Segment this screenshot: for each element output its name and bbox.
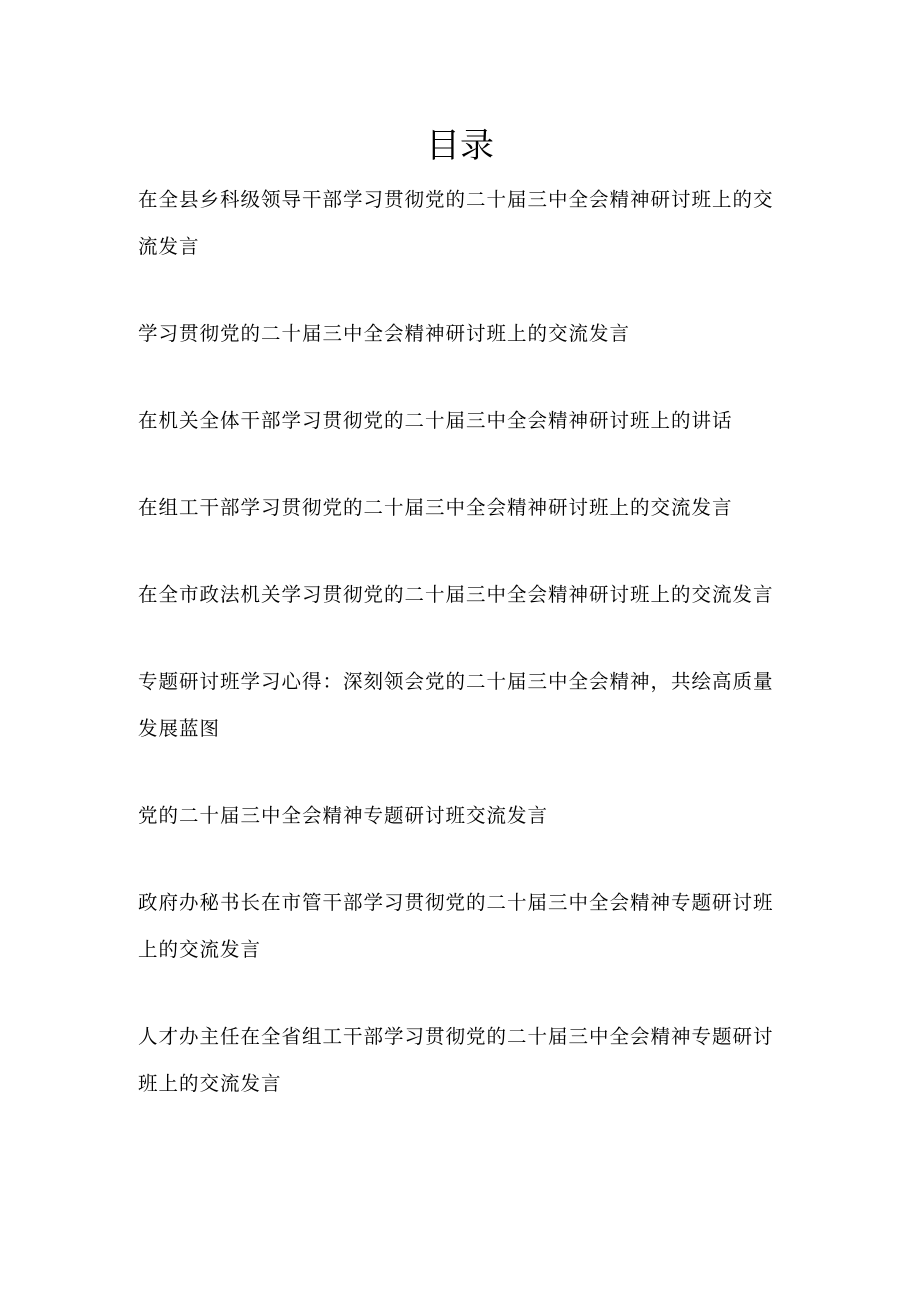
toc-entry-4[interactable]: 在组工干部学习贯彻党的二十届三中全会精神研讨班上的交流发言 — [138, 496, 733, 519]
toc-entry-3[interactable]: 在机关全体干部学习贯彻党的二十届三中全会精神研讨班上的讲话 — [138, 409, 733, 432]
toc-entry-2[interactable]: 学习贯彻党的二十届三中全会精神研讨班上的交流发言 — [138, 322, 631, 345]
toc-entry-6[interactable]: 专题研讨班学习心得：深刻领会党的二十届三中全会精神，共绘高质量发展蓝图 — [138, 670, 774, 740]
toc-entry-8[interactable]: 政府办秘书长在市管干部学习贯彻党的二十届三中全会精神专题研讨班上的交流发言 — [138, 891, 774, 961]
toc-entry-5[interactable]: 在全市政法机关学习贯彻党的二十届三中全会精神研讨班上的交流发言 — [138, 583, 774, 606]
table-of-contents — [138, 176, 786, 1147]
toc-entry-9[interactable]: 人才办主任在全省组工干部学习贯彻党的二十届三中全会精神专题研讨班上的交流发言 — [138, 1025, 774, 1095]
page-title: 目录 — [426, 126, 494, 166]
toc-entry-1[interactable]: 在全县乡科级领导干部学习贯彻党的二十届三中全会精神研讨班上的交流发言 — [138, 188, 774, 258]
toc-entry-7[interactable]: 党的二十届三中全会精神专题研讨班交流发言 — [138, 804, 549, 827]
